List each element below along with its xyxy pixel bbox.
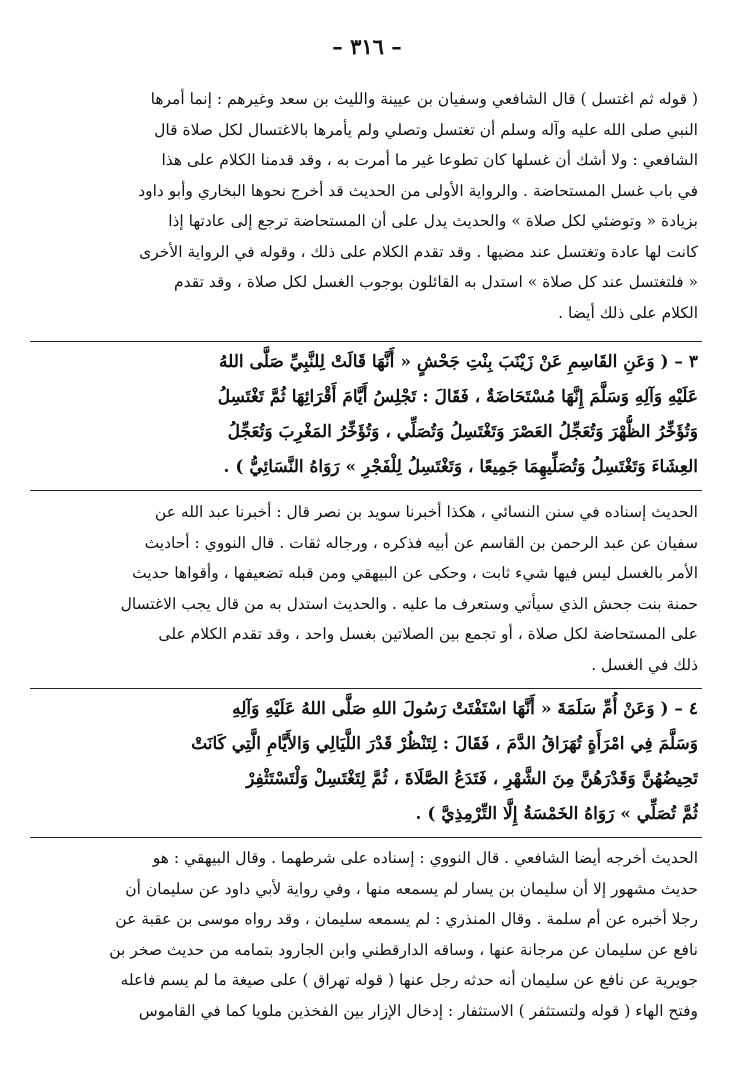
text-line: بزيادة « وتوضئي لكل صلاة » والحديث يدل على أن المستحاضة ترجع إلى عادتها إذا	[168, 212, 698, 230]
text-line: الشافعي : ولا أشك أن غسلها كان تطوعا غير ما أمرت به ، وقد قدمنا الكلام على هذا	[161, 151, 698, 169]
text-line: جويرية عن نافع عن سليمان أنه حدثه رجل عنها ( قوله تهراق ) على صيغة ما لم يسم فاعله	[120, 971, 698, 989]
text-line: النبي صلى الله عليه وآله وسلم أن تغتسل وتصلي ولم يأمرها بالاغتسال لكل صلاة قال	[154, 120, 698, 139]
hadith-line: العِشَاءَ وَتَغْتَسِلُ وَتُصَلِّيهِمَا جَمِيعًا ، وَتَغْتَسِلُ لِلْفَجْرِ » رَوَاهُ النَّسَائِيُّ ) .	[223, 457, 698, 477]
commentary-paragraph-2	[38, 497, 698, 680]
page-number: – ٣١٦ –	[332, 34, 402, 59]
text-line: ( قوله ثم اغتسل ) قال الشافعي وسفيان بن عيينة والليث بن سعد وغيرهم : إنما أمرها	[150, 90, 698, 108]
hadith-line: ٤ – ( وَعَنْ أُمِّ سَلَمَةَ « أَنَّهَا اسْتَفْتَتْ رَسُولَ اللهِ صَلَّى اللهُ عَلَيْهِ وَآلِهِ	[232, 699, 698, 719]
text-line: وفتح الهاء ( قوله ولتستثفر ) الاستثفار : إدخال الإزار بين الفخذين ملويا كما في القاموس	[138, 1001, 698, 1020]
hadith-line: تَحِيضُهُنَّ وَقَدْرَهُنَّ مِنَ الشَّهْرِ ، فَتَدَعُ الصَّلَاةَ ، ثُمَّ لِتَغْتَسِلْ وَلْتَسْتَثْفِرْ	[246, 769, 698, 789]
hadith-line: وَسَلَّمَ فِي امْرَأَةٍ تُهَرَاقُ الدَّمَ ، فَقَالَ : لِتَنْظُرْ قَدْرَ اللَّيَالِي وَالأَيَّامِ الَّتِي كَانَتْ	[191, 734, 698, 754]
text-line: سفيان عن عبد الرحمن بن القاسم عن أبيه فذكره ، ورجاله ثقات . قال النووي : أحاديث	[144, 533, 698, 552]
text-line: الكلام على ذلك أيضا .	[558, 303, 698, 322]
separator-line	[30, 837, 702, 838]
hadith-4	[38, 692, 698, 832]
text-line: في باب غسل المستحاضة . والرواية الأولى من الحديث قد أخرج نحوها البخاري وأبو داود	[138, 181, 698, 200]
text-line: على المستحاضة لكل صلاة ، أو تجمع بين الصلاتين بغسل واحد ، وقد تقدم الكلام على	[158, 625, 698, 643]
text-line: كانت لها عادة وتغتسل عند مضيها . وقد تقدم الكلام على ذلك ، وقوله في الرواية الأخرى	[139, 242, 698, 261]
separator-line	[30, 490, 702, 491]
hadith-line: ٣ – ( وَعَنِ القَاسِمِ عَنْ زَيْنَبَ بِنْتِ جَحْشٍ « أَنَّهَا قَالَتْ لِلنَّبِيِّ صَلَّى اللهُ	[218, 352, 698, 372]
text-line: نافع عن سليمان عن مرجانة عنها ، وساقه الدارقطني وابن الجارود بتمامه من حديث صخر بن	[109, 940, 698, 959]
text-line: حمنة بنت جحش الذي سيأتي وستعرف ما عليه . والحديث استدل به من قال يجب الاغتسال	[120, 594, 698, 613]
separator-line	[30, 688, 702, 689]
text-line: حديث مشهور إلا أن سليمان بن يسار لم يسمعه منها ، وفي رواية لأبي داود عن سليمان أن	[125, 879, 698, 898]
commentary-paragraph-3	[38, 843, 698, 1026]
hadith-line: وَتُؤَخِّرُ الظُّهْرَ وَتُعَجِّلُ العَصْرَ وَتَغْتَسِلُ وَتُصَلِّي ، وَتُؤَخِّرُ المَغْرِبَ وَتُعَجِّلُ	[227, 422, 698, 442]
separator-line	[30, 341, 702, 342]
text-line: الحديث أخرجه أيضا الشافعي . قال النووي : إسناده على شرطهما . وقال البيهقي : هو	[152, 849, 698, 867]
text-line: الأمر بالغسل ليس فيها شيء ثابت ، وحكى عن البيهقي ومن قبله تضعيفها ، وأقواها حديث	[132, 564, 698, 582]
commentary-paragraph-1	[38, 84, 698, 328]
text-line: الحديث إسناده في سنن النسائي ، هكذا أخبرنا سويد بن نصر قال : أخبرنا عبد الله عن	[154, 503, 698, 521]
hadith-line: عَلَيْهِ وَآلِهِ وَسَلَّمَ إِنَّهَا مُسْتَحَاضَةٌ ، فَقَالَ : تَجْلِسُ أَيَّامَ أَقْرَائِهَا ثُمَّ تَغْتَسِلُ	[217, 387, 698, 407]
hadith-3	[38, 345, 698, 485]
hadith-line: ثُمَّ تُصَلِّي » رَوَاهُ الخَمْسَةُ إِلَّا التِّرْمِذِيَّ ) .	[415, 804, 698, 824]
text-line: « فلتغتسل عند كل صلاة » استدل به القائلون بوجوب الغسل لكل صلاة ، وقد تقدم	[174, 273, 698, 291]
text-line: رجلا أخبره عن أم سلمة . وقال المنذري : لم يسمعه سليمان ، وقد رواه موسى بن عقبة عن	[115, 910, 698, 928]
text-line: ذلك في الغسل .	[591, 655, 698, 674]
